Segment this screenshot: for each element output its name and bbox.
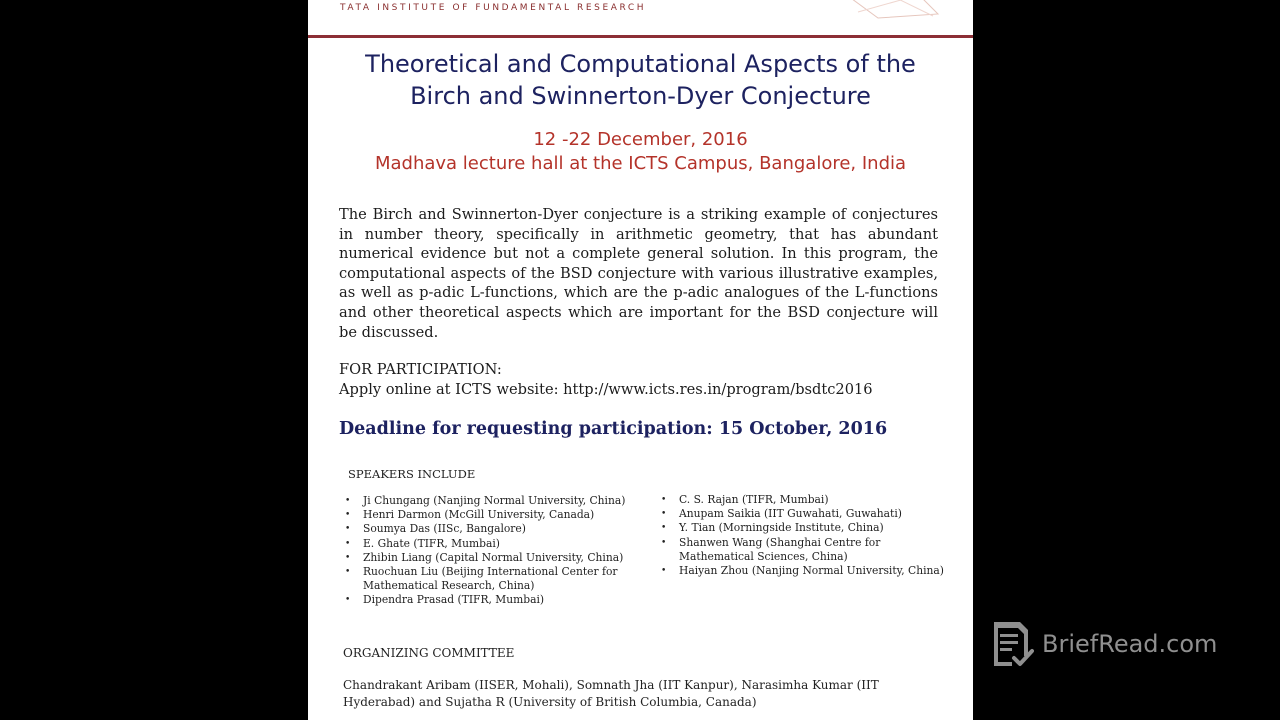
speakers-list-right (661, 493, 961, 578)
title-line-2: Birch and Swinnerton-Dyer Conjecture (410, 82, 871, 110)
event-venue: Madhava lecture hall at the ICTS Campus, Bangalore, India (374, 153, 907, 174)
page-title (308, 48, 973, 112)
title-line-1: Theoretical and Computational Aspects of the (365, 50, 916, 78)
watermark-text: BriefRead.com (1042, 630, 1218, 658)
poster-page (308, 0, 973, 720)
committee-members: Chandrakant Aribam (IISER, Mohali), Somnath Jha (IIT Kanpur), Narasimha Kumar (IIT Hyderabad) and Sujatha R (University of British Columbia, Canada) (343, 678, 879, 709)
participation-heading: FOR PARTICIPATION: (339, 361, 502, 378)
event-info (308, 128, 973, 176)
document-check-icon (990, 618, 1034, 670)
speaker-item: • Henri Darmon (McGill University, Canada) (345, 508, 645, 522)
speaker-item: • C. S. Rajan (TIFR, Mumbai) (661, 493, 961, 507)
event-dates: 12 -22 December, 2016 (533, 129, 748, 150)
committee-heading: ORGANIZING COMMITTEE (343, 646, 515, 660)
speaker-item: • Dipendra Prasad (TIFR, Mumbai) (345, 593, 645, 607)
watermark (990, 618, 1217, 670)
speaker-item: • Ruochuan Liu (Beijing International Center for Mathematical Research, China) (345, 565, 628, 593)
logo-graphic (838, 0, 948, 20)
header-rule (308, 35, 973, 38)
speaker-item: • E. Ghate (TIFR, Mumbai) (345, 537, 645, 551)
speaker-item: • Soumya Das (IISc, Bangalore) (345, 522, 645, 536)
institute-name: TATA INSTITUTE OF FUNDAMENTAL RESEARCH (340, 3, 647, 13)
speaker-item: • Shanwen Wang (Shanghai Centre for Mathematical Sciences, China) (661, 536, 901, 564)
participation-section (339, 360, 959, 399)
abstract-paragraph: The Birch and Swinnerton-Dyer conjecture is a striking example of conjectures in number theory, specifically in arithmetic geometry, that has abundant numerical evidence but not a complete general solution. In this program, the computational aspects of the BSD conjecture with various illustrative examples, as well as p-adic L-functions, which are the p-adic analogues of the L-functions and other theoretical aspects which are important for the BSD conjecture will be discussed. (339, 206, 938, 341)
speaker-item: • Ji Chungang (Nanjing Normal University, China) (345, 494, 645, 508)
deadline-notice: Deadline for requesting participation: 15 October, 2016 (339, 419, 888, 439)
speaker-item: • Anupam Saikia (IIT Guwahati, Guwahati) (661, 507, 961, 521)
speakers-heading: SPEAKERS INCLUDE (348, 467, 476, 481)
speaker-item: • Haiyan Zhou (Nanjing Normal University, China) (661, 564, 961, 578)
participation-apply-text: Apply online at ICTS website: http://www.icts.res.in/program/bsdtc2016 (339, 380, 873, 398)
speaker-item: • Zhibin Liang (Capital Normal University, China) (345, 551, 645, 565)
speakers-list-left (345, 494, 645, 608)
speaker-item: • Y. Tian (Morningside Institute, China) (661, 521, 961, 535)
